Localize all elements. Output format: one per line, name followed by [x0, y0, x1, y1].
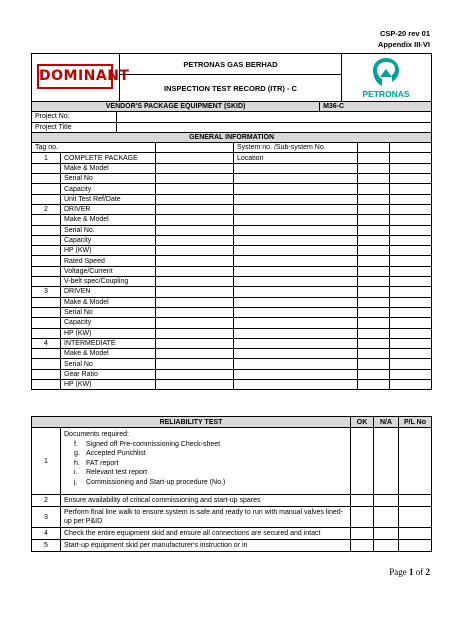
- info-extra-field[interactable]: [358, 338, 390, 348]
- info-value-field[interactable]: [156, 153, 234, 163]
- info-label: Gear Ratio: [61, 369, 156, 379]
- info-extra-field[interactable]: [234, 225, 358, 235]
- petronas-logo-text: PETRONAS: [362, 88, 410, 99]
- section-number-blank: [32, 184, 61, 194]
- location-label: Location: [234, 153, 358, 163]
- info-label: Serial No: [61, 174, 156, 184]
- info-row: [32, 225, 432, 235]
- info-row: [32, 204, 432, 214]
- info-extra-field[interactable]: [234, 174, 358, 184]
- doc-item-text: Accepted Punchlist: [86, 450, 146, 457]
- info-extra-field[interactable]: [390, 307, 432, 317]
- petronas-logo-cell: [342, 54, 432, 102]
- na-check[interactable]: [374, 507, 399, 528]
- pl-field[interactable]: [399, 428, 432, 495]
- info-extra-field[interactable]: [234, 235, 358, 245]
- info-label: Capacity: [61, 184, 156, 194]
- info-label: Make & Model: [61, 163, 156, 173]
- row-number: 4: [32, 528, 61, 540]
- project-no-row: [32, 112, 432, 122]
- info-value-field[interactable]: [156, 287, 234, 297]
- ok-check[interactable]: [351, 428, 374, 495]
- info-extra-field[interactable]: [390, 256, 432, 266]
- section-number: 1: [32, 153, 61, 163]
- dominant-logo-cell: [32, 54, 130, 102]
- tag-row: [32, 143, 432, 153]
- info-row: [32, 318, 432, 328]
- doc-item: [64, 440, 347, 450]
- info-extra-field[interactable]: [234, 349, 358, 359]
- info-extra-field[interactable]: [234, 380, 358, 390]
- info-value-field[interactable]: [156, 297, 234, 307]
- doc-item-text: Signed off Pre-commissioning Check-sheet: [86, 440, 221, 448]
- section-number-blank: [32, 225, 61, 235]
- info-row: [32, 184, 432, 194]
- info-extra-field[interactable]: [358, 184, 390, 194]
- info-extra-field[interactable]: [390, 328, 432, 338]
- info-extra-field[interactable]: [234, 338, 358, 348]
- ok-check[interactable]: [351, 540, 374, 552]
- info-row: [32, 297, 432, 307]
- of-word: of: [415, 567, 424, 577]
- info-value-field[interactable]: [156, 266, 234, 276]
- info-extra-field[interactable]: [390, 153, 432, 163]
- info-row: [32, 338, 432, 348]
- info-extra-field[interactable]: [358, 328, 390, 338]
- section-number-blank: [32, 235, 61, 245]
- info-value-field[interactable]: [156, 318, 234, 328]
- info-value-field[interactable]: [156, 163, 234, 173]
- pl-field[interactable]: [399, 528, 432, 540]
- info-row: [32, 256, 432, 266]
- info-label: COMPLETE PACKAGE: [61, 153, 156, 163]
- info-extra-field[interactable]: [390, 215, 432, 225]
- info-value-field[interactable]: [156, 235, 234, 245]
- info-extra-field[interactable]: [390, 349, 432, 359]
- general-info-heading: GENERAL INFORMATION: [32, 132, 432, 142]
- na-check[interactable]: [374, 540, 399, 552]
- info-label: INTERMEDIATE: [61, 338, 156, 348]
- info-value-field[interactable]: [156, 246, 234, 256]
- info-extra-field[interactable]: [390, 246, 432, 256]
- info-value-field[interactable]: [156, 225, 234, 235]
- info-label: Capacity: [61, 318, 156, 328]
- page-number: 1: [409, 567, 414, 577]
- info-extra-field[interactable]: [390, 235, 432, 245]
- tag-label: Tag no.: [32, 143, 156, 153]
- section-number-blank: [32, 194, 61, 204]
- info-label: DRIVEN: [61, 287, 156, 297]
- record-title: INSPECTION TEST RECORD (ITR) - C: [120, 75, 342, 102]
- info-row: [32, 380, 432, 390]
- info-extra-field[interactable]: [390, 184, 432, 194]
- doc-item-text: Relevant test report: [86, 469, 148, 476]
- petronas-logo-icon: [342, 55, 430, 101]
- info-row: [32, 163, 432, 173]
- section-number: 4: [32, 338, 61, 348]
- ok-header: OK: [351, 417, 374, 428]
- info-label: Unit Test Ref/Date: [61, 194, 156, 204]
- info-extra-field[interactable]: [390, 174, 432, 184]
- system-field-2[interactable]: [390, 143, 432, 153]
- doc-item-key: i.: [74, 469, 78, 476]
- info-extra-field[interactable]: [234, 318, 358, 328]
- info-extra-field[interactable]: [234, 256, 358, 266]
- info-label: Make & Model: [61, 297, 156, 307]
- info-label: HP (KW): [61, 246, 156, 256]
- appendix-label: Appendix III-VI: [377, 40, 430, 49]
- info-extra-field[interactable]: [358, 194, 390, 204]
- row-text: Check the entire equipment skid and ensure all connections are secured and intact: [61, 528, 351, 540]
- reliability-heading: RELIABILITY TEST: [32, 417, 351, 428]
- info-extra-field[interactable]: [358, 349, 390, 359]
- info-row: [32, 215, 432, 225]
- page-word: Page: [389, 567, 407, 577]
- info-row: [32, 277, 432, 287]
- info-extra-field[interactable]: [390, 266, 432, 276]
- info-label: Make & Model: [61, 215, 156, 225]
- info-label: Serial No: [61, 359, 156, 369]
- project-no-label: Project No.: [32, 112, 117, 122]
- info-label: Rated Speed: [61, 256, 156, 266]
- info-extra-field[interactable]: [358, 277, 390, 287]
- info-extra-field[interactable]: [390, 359, 432, 369]
- section-number-blank: [32, 266, 61, 276]
- info-extra-field[interactable]: [390, 287, 432, 297]
- section-number-blank: [32, 328, 61, 338]
- doc-item-key: f.: [74, 440, 78, 448]
- row-text: Start-up equipment skid per manufacturer's instruction or in: [61, 540, 351, 552]
- na-check[interactable]: [374, 528, 399, 540]
- project-title-row: [32, 122, 432, 132]
- info-extra-field[interactable]: [234, 266, 358, 276]
- info-value-field[interactable]: [156, 256, 234, 266]
- section-number-blank: [32, 297, 61, 307]
- info-extra-field[interactable]: [390, 380, 432, 390]
- info-extra-field[interactable]: [358, 246, 390, 256]
- company-name: PETRONAS GAS BERHAD: [120, 54, 342, 75]
- reliability-row: [32, 528, 432, 540]
- vendor-code: M36-C: [320, 102, 432, 112]
- row-number: 3: [32, 507, 61, 528]
- info-extra-field[interactable]: [390, 369, 432, 379]
- system-field[interactable]: [358, 143, 390, 153]
- docs-list: [64, 440, 347, 488]
- info-label: Serial No.: [61, 225, 156, 235]
- ok-check[interactable]: [351, 528, 374, 540]
- info-extra-field[interactable]: [358, 369, 390, 379]
- info-extra-field[interactable]: [234, 215, 358, 225]
- docs-intro: Documents required:: [64, 431, 129, 438]
- info-extra-field[interactable]: [390, 338, 432, 348]
- info-extra-field[interactable]: [358, 174, 390, 184]
- info-extra-field[interactable]: [358, 380, 390, 390]
- info-extra-field[interactable]: [234, 204, 358, 214]
- page-total: 2: [425, 567, 430, 577]
- info-label: HP (KW): [61, 328, 156, 338]
- info-extra-field[interactable]: [234, 287, 358, 297]
- reliability-row: [32, 428, 432, 495]
- info-value-field[interactable]: [156, 380, 234, 390]
- row-text: Perform final line walk to ensure system is safe and ready to run with manual valves lined-up per P&ID: [61, 507, 351, 528]
- info-extra-field[interactable]: [234, 277, 358, 287]
- doc-item-key: j.: [74, 478, 78, 486]
- info-row: [32, 153, 432, 163]
- section-number-blank: [32, 318, 61, 328]
- info-row: [32, 246, 432, 256]
- info-extra-field[interactable]: [390, 163, 432, 173]
- section-number-blank: [32, 359, 61, 369]
- section-number-blank: [32, 307, 61, 317]
- info-value-field[interactable]: [156, 359, 234, 369]
- info-extra-field[interactable]: [390, 204, 432, 214]
- ok-check[interactable]: [351, 507, 374, 528]
- section-number-blank: [32, 215, 61, 225]
- info-value-field[interactable]: [156, 369, 234, 379]
- info-extra-field[interactable]: [234, 184, 358, 194]
- reliability-row: [32, 507, 432, 528]
- section-number-blank: [32, 246, 61, 256]
- info-label: Serial No: [61, 307, 156, 317]
- info-extra-field[interactable]: [358, 297, 390, 307]
- doc-item-key: h.: [74, 459, 80, 467]
- info-row: [32, 194, 432, 204]
- info-extra-field[interactable]: [234, 328, 358, 338]
- info-value-field[interactable]: [156, 194, 234, 204]
- info-extra-field[interactable]: [358, 266, 390, 276]
- info-label: HP (KW): [61, 380, 156, 390]
- info-value-field[interactable]: [156, 204, 234, 214]
- doc-item: [64, 468, 347, 478]
- info-extra-field[interactable]: [358, 318, 390, 328]
- vendor-row: [32, 102, 432, 112]
- info-label: Voltage/Current: [61, 266, 156, 276]
- info-extra-field[interactable]: [234, 163, 358, 173]
- project-title-field[interactable]: [117, 122, 432, 132]
- na-check[interactable]: [374, 495, 399, 507]
- na-header: N/A: [374, 417, 399, 428]
- section-number-blank: [32, 174, 61, 184]
- info-extra-field[interactable]: [358, 163, 390, 173]
- section-number-blank: [32, 256, 61, 266]
- reliability-row: [32, 495, 432, 507]
- info-value-field[interactable]: [156, 328, 234, 338]
- reliability-table: [31, 416, 432, 552]
- header-table: [31, 53, 432, 102]
- info-extra-field[interactable]: [390, 318, 432, 328]
- info-row: [32, 287, 432, 297]
- info-extra-field[interactable]: [390, 297, 432, 307]
- info-value-field[interactable]: [156, 215, 234, 225]
- doc-item: [64, 459, 347, 469]
- general-info-table: [31, 101, 432, 390]
- tag-field[interactable]: [156, 143, 234, 153]
- info-extra-field[interactable]: [358, 307, 390, 317]
- row-text: Ensure availability of critical commissioning and start-up spares: [61, 495, 351, 507]
- doc-item: [64, 478, 347, 488]
- info-extra-field[interactable]: [234, 369, 358, 379]
- section-number-blank: [32, 380, 61, 390]
- info-extra-field[interactable]: [390, 194, 432, 204]
- row-number: 5: [32, 540, 61, 552]
- info-row: [32, 369, 432, 379]
- section-number-blank: [32, 369, 61, 379]
- info-value-field[interactable]: [156, 307, 234, 317]
- info-row: [32, 349, 432, 359]
- ok-check[interactable]: [351, 495, 374, 507]
- info-extra-field[interactable]: [358, 153, 390, 163]
- vendor-label: VENDOR'S PACKAGE EQUIPMENT (SKID): [32, 102, 320, 112]
- doc-item-key: g.: [74, 450, 80, 457]
- doc-item: [64, 449, 347, 459]
- info-label: Capacity: [61, 235, 156, 245]
- section-number-blank: [32, 277, 61, 287]
- info-label: V-belt spec/Coupling: [61, 277, 156, 287]
- row-number: 1: [32, 428, 61, 495]
- section-number-blank: [32, 163, 61, 173]
- info-row: [32, 328, 432, 338]
- info-value-field[interactable]: [156, 277, 234, 287]
- reliability-row: [32, 540, 432, 552]
- pl-header: P/L No: [399, 417, 432, 428]
- info-extra-field[interactable]: [358, 204, 390, 214]
- info-value-field[interactable]: [156, 174, 234, 184]
- project-title-label: Project Title: [32, 122, 117, 132]
- doc-item-text: FAT report: [86, 459, 119, 467]
- page-indicator: [389, 567, 430, 577]
- info-row: [32, 307, 432, 317]
- pl-field[interactable]: [399, 540, 432, 552]
- info-value-field[interactable]: [156, 338, 234, 348]
- info-extra-field[interactable]: [358, 215, 390, 225]
- section-number: 2: [32, 204, 61, 214]
- info-label: Make & Model: [61, 349, 156, 359]
- info-extra-field[interactable]: [234, 307, 358, 317]
- info-value-field[interactable]: [156, 184, 234, 194]
- row-number: 2: [32, 495, 61, 507]
- doc-item-text: Commissioning and Start-up procedure (No.): [86, 478, 226, 486]
- project-no-field[interactable]: [117, 112, 432, 122]
- info-extra-field[interactable]: [358, 235, 390, 245]
- pl-field[interactable]: [399, 495, 432, 507]
- na-check[interactable]: [374, 428, 399, 495]
- info-row: [32, 174, 432, 184]
- info-extra-field[interactable]: [390, 225, 432, 235]
- info-extra-field[interactable]: [234, 297, 358, 307]
- info-extra-field[interactable]: [358, 359, 390, 369]
- doc-code: CSP-20 rev 01: [379, 29, 430, 38]
- info-value-field[interactable]: [156, 349, 234, 359]
- info-row: [32, 359, 432, 369]
- dominant-logo: DOMINANT: [37, 64, 113, 89]
- system-label: System no. /Sub-system No.: [234, 143, 358, 153]
- info-label: DRIVER: [61, 204, 156, 214]
- info-extra-field[interactable]: [358, 225, 390, 235]
- info-row: [32, 266, 432, 276]
- info-extra-field[interactable]: [358, 256, 390, 266]
- info-row: [32, 235, 432, 245]
- section-number-blank: [32, 349, 61, 359]
- section-number: 3: [32, 287, 61, 297]
- info-extra-field[interactable]: [234, 359, 358, 369]
- info-extra-field[interactable]: [390, 277, 432, 287]
- info-extra-field[interactable]: [358, 287, 390, 297]
- pl-field[interactable]: [399, 507, 432, 528]
- info-extra-field[interactable]: [234, 194, 358, 204]
- info-extra-field[interactable]: [234, 246, 358, 256]
